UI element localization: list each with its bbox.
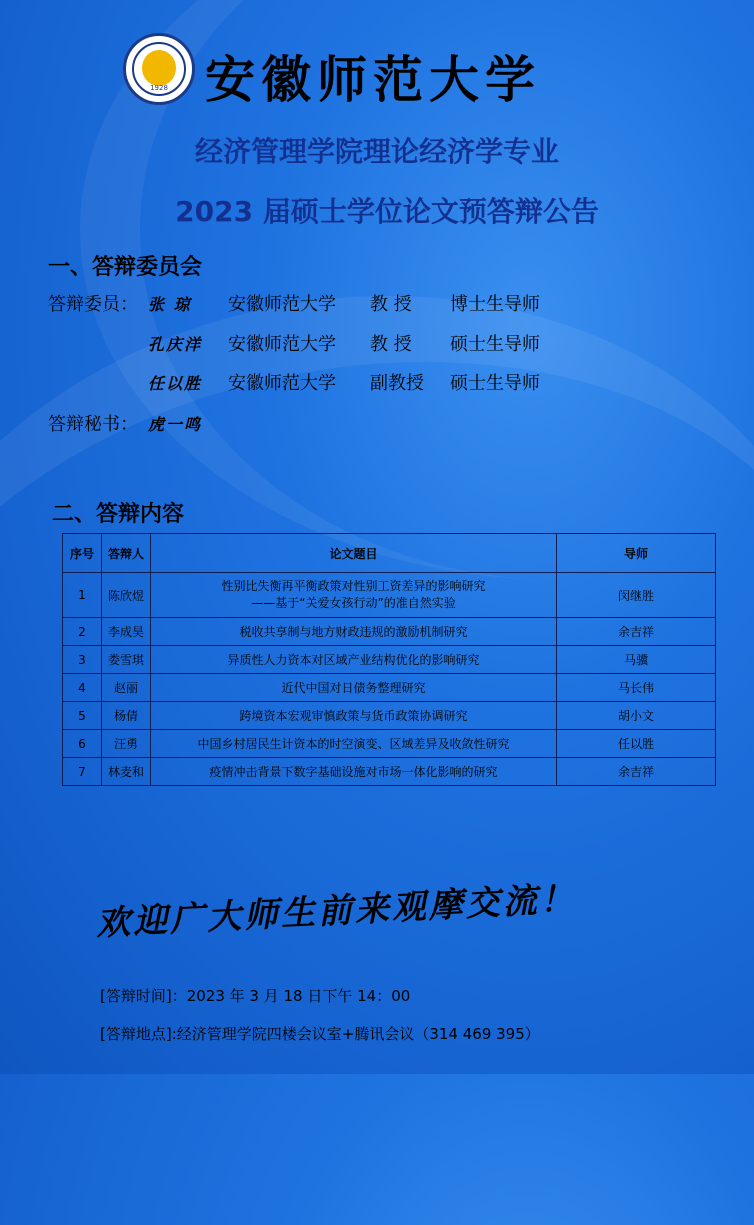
- page-subtitle: 2023 届硕士学位论文预答辩公告: [175, 195, 599, 228]
- table-row: [63, 573, 716, 618]
- committee-member: [48, 290, 540, 316]
- member-role: 硕士生导师: [450, 334, 540, 355]
- thesis-title: 异质性人力资本对区域产业结构优化的影响研究: [151, 646, 557, 674]
- row-number: 7: [63, 758, 102, 786]
- advisor-name: 余吉祥: [557, 618, 716, 646]
- thesis-title: 跨境资本宏观审慎政策与货币政策协调研究: [151, 702, 557, 730]
- university-name: 安徽师范大学: [205, 50, 541, 109]
- row-number: 3: [63, 646, 102, 674]
- student-name: 赵丽: [102, 674, 151, 702]
- member-signature: 任以胜: [148, 374, 203, 393]
- advisor-name: 马骥: [557, 646, 716, 674]
- column-header: 论文题目: [151, 534, 557, 573]
- member-signature: 孔庆洋: [148, 335, 203, 354]
- row-number: 6: [63, 730, 102, 758]
- secretary-label: 答辩秘书：: [48, 414, 138, 435]
- student-name: 汪勇: [102, 730, 151, 758]
- column-header: 答辩人: [102, 534, 151, 573]
- row-number: 4: [63, 674, 102, 702]
- members-label: 答辩委员：: [48, 294, 138, 315]
- thesis-title: 疫情冲击背景下数字基础设施对市场一体化影响的研究: [151, 758, 557, 786]
- member-role: 硕士生导师: [450, 373, 540, 394]
- advisor-name: 胡小文: [557, 702, 716, 730]
- member-institution: 安徽师范大学: [228, 334, 336, 355]
- row-number: 5: [63, 702, 102, 730]
- member-signature: 张 琼: [148, 295, 192, 314]
- defense-location: [答辩地点]:经济管理学院四楼会议室+腾讯会议（314 469 395）: [100, 1025, 540, 1043]
- table-row: [63, 618, 716, 646]
- defense-time: [答辩时间]：2023 年 3 月 18 日下午 14：00: [100, 987, 411, 1005]
- secretary-signature: 虎一鸣: [148, 415, 203, 434]
- thesis-title: 近代中国对日债务整理研究: [151, 674, 557, 702]
- row-number: 1: [63, 573, 102, 618]
- defense-table: [62, 533, 716, 786]
- member-institution: 安徽师范大学: [228, 373, 336, 394]
- table-row: [63, 758, 716, 786]
- member-role: 博士生导师: [450, 294, 540, 315]
- thesis-title: 税收共享制与地方财政违规的激励机制研究: [151, 618, 557, 646]
- table-row: [63, 730, 716, 758]
- student-name: 李成昊: [102, 618, 151, 646]
- committee-member: [48, 330, 540, 356]
- table-header-row: [63, 534, 716, 573]
- member-rank: 副教授: [370, 373, 424, 394]
- advisor-name: 闵继胜: [557, 573, 716, 618]
- member-rank: 教 授: [370, 294, 412, 315]
- thesis-title: 中国乡村居民生计资本的时空演变、区域差异及收敛性研究: [151, 730, 557, 758]
- student-name: 杨倩: [102, 702, 151, 730]
- student-name: 陈欣煜: [102, 573, 151, 618]
- column-header: 序号: [63, 534, 102, 573]
- row-number: 2: [63, 618, 102, 646]
- column-header: 导师: [557, 534, 716, 573]
- member-rank: 教 授: [370, 334, 412, 355]
- committee-member: [48, 369, 540, 395]
- table-row: [63, 646, 716, 674]
- page-title: 经济管理学院理论经济学专业: [194, 135, 559, 168]
- logo-emblem: [142, 50, 176, 86]
- welcome-slogan: 欢迎广大师生前来观摩交流！: [95, 878, 578, 944]
- advisor-name: 余吉祥: [557, 758, 716, 786]
- contents-heading: 二、答辩内容: [52, 502, 185, 527]
- student-name: 林麦和: [102, 758, 151, 786]
- committee-secretary: [48, 410, 228, 436]
- advisor-name: 任以胜: [557, 730, 716, 758]
- student-name: 娄雪琪: [102, 646, 151, 674]
- university-logo: [123, 33, 195, 105]
- committee-heading: 一、答辩委员会: [48, 255, 203, 280]
- logo-year: 1928: [150, 84, 168, 92]
- thesis-title: 性别比失衡再平衡政策对性别工资差异的影响研究 ——基于“关爱女孩行动”的准自然实验: [151, 573, 557, 618]
- table-row: [63, 674, 716, 702]
- member-institution: 安徽师范大学: [228, 294, 336, 315]
- advisor-name: 马长伟: [557, 674, 716, 702]
- table-row: [63, 702, 716, 730]
